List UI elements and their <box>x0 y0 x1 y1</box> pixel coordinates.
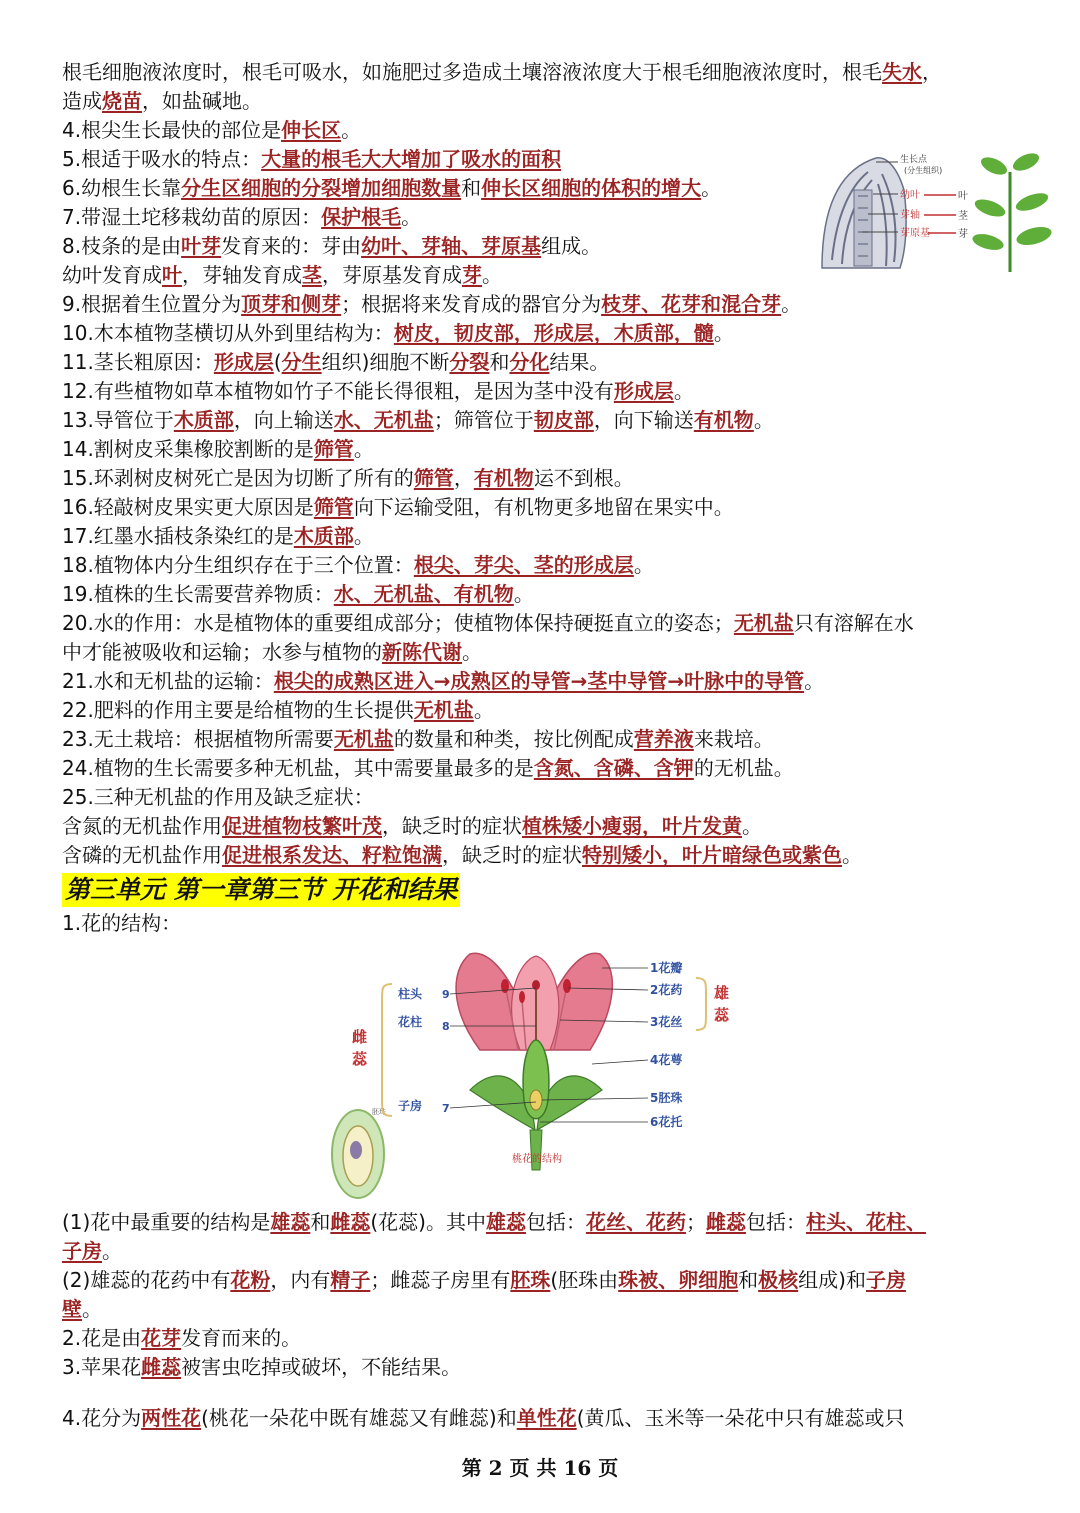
text-segment: 和 <box>310 1210 331 1234</box>
text-segment: 。 <box>462 640 482 664</box>
inset-label: 胚珠 <box>372 1108 386 1116</box>
text-segment: 和 <box>738 1268 759 1292</box>
text-segment: 发育来的：芽由 <box>221 234 362 258</box>
text-segment: 包括： <box>745 1210 806 1234</box>
key-term: 含氮、含磷、含钾 <box>533 756 694 780</box>
text-line <box>62 754 1037 783</box>
text-line <box>62 783 1037 812</box>
result-leaf: 叶 <box>958 191 968 202</box>
text-segment: 中才能被吸收和运输；水参与植物的 <box>62 640 382 664</box>
text-segment: 。 <box>353 437 374 461</box>
text-line <box>62 696 1037 725</box>
key-term: 烧苗 <box>102 89 142 113</box>
key-term: 花丝、花药 <box>585 1210 686 1234</box>
label-receptacle: 6花托 <box>650 1115 683 1129</box>
key-term: 茎 <box>302 263 322 287</box>
key-term: 促进植物枝繁叶茂 <box>222 814 382 838</box>
text-segment: 组成)和 <box>798 1268 866 1292</box>
text-segment: 17.红墨水插枝条染红的是 <box>62 524 294 548</box>
key-term: 枝芽、花芽和混合芽 <box>601 292 782 316</box>
text-line <box>62 725 1037 754</box>
text-segment: 21.水和无机盐的运输： <box>62 669 274 693</box>
key-term: 树皮，韧皮部，形成层，木质部，髓 <box>393 321 714 345</box>
text-segment: 。 <box>401 205 422 229</box>
key-term: 分生 <box>281 350 322 374</box>
text-segment: 。 <box>513 582 534 606</box>
text-segment: ； <box>685 1210 706 1234</box>
label-stigma: 柱头 <box>398 987 423 1001</box>
text-segment: 含氮的无机盐作用 <box>62 814 222 838</box>
num-ovary: 7 <box>442 1102 450 1115</box>
key-term: 木质部 <box>293 524 354 548</box>
key-term: 根尖的成熟区进入→成熟区的导管→茎中导管→叶脉中的导管 <box>273 669 805 693</box>
key-term: 韧皮部 <box>533 408 594 432</box>
text-segment: 1.花的结构： <box>62 911 182 935</box>
text-line <box>62 1266 1037 1295</box>
key-term: 大量的根毛大大增加了吸水的面积 <box>261 147 562 171</box>
text-segment: 。 <box>742 814 762 838</box>
key-term: 有机物 <box>693 408 754 432</box>
text-segment: (胚珠由 <box>550 1268 619 1292</box>
text-segment: 。 <box>341 118 362 142</box>
text-segment: 5.根适于吸水的特点： <box>62 147 262 171</box>
text-line <box>62 87 1037 116</box>
text-segment: ，芽原基发育成 <box>322 263 462 287</box>
text-segment: 6.幼根生长靠 <box>62 176 182 200</box>
text-segment: 结果。 <box>549 350 610 374</box>
text-segment: 。 <box>82 1297 102 1321</box>
text-line <box>62 580 1037 609</box>
key-term: 花粉 <box>230 1268 271 1292</box>
seedling-illustration <box>971 150 1054 272</box>
key-term: 保护根毛 <box>321 205 402 229</box>
section-heading <box>62 870 1037 909</box>
flower-structure-diagram <box>330 940 740 1210</box>
text-segment: 8.枝条的是由 <box>62 234 182 258</box>
text-segment: ；雌蕊子房里有 <box>370 1268 511 1292</box>
text-segment: 和 <box>461 176 482 200</box>
key-term: 形成层 <box>213 350 274 374</box>
text-segment: 。 <box>753 408 774 432</box>
text-segment: 11.茎长粗原因： <box>62 350 214 374</box>
text-segment: 组织)细胞不断 <box>321 350 450 374</box>
pistil-group-char-1: 雌 <box>352 1028 368 1046</box>
text-segment: ，内有 <box>270 1268 331 1292</box>
text-line <box>62 116 1037 145</box>
text-line <box>62 812 1037 841</box>
text-segment: (1)花中最重要的结构是 <box>62 1210 271 1234</box>
text-segment: 。 <box>842 843 862 867</box>
text-line <box>62 290 1037 319</box>
text-line <box>62 377 1037 406</box>
bud-illustration <box>822 158 906 268</box>
key-term: 子房 <box>62 1239 102 1263</box>
key-term: 筛管 <box>313 495 354 519</box>
text-segment: 。 <box>482 263 502 287</box>
text-segment: 24.植物的生长需要多种无机盐，其中需要量最多的是 <box>62 756 534 780</box>
text-line <box>62 551 1037 580</box>
label-bud-primordium: 芽原基 <box>900 228 930 239</box>
text-line <box>62 1208 1037 1237</box>
text-segment: 2.花是由 <box>62 1326 142 1350</box>
key-term: 精子 <box>330 1268 371 1292</box>
key-term: 筛管 <box>313 437 354 461</box>
key-term: 筛管 <box>413 466 454 490</box>
text-line <box>62 1237 1037 1266</box>
text-segment: 被害虫吃掉或破坏，不能结果。 <box>181 1355 462 1379</box>
key-term: 单性花 <box>516 1406 577 1430</box>
key-term: 雌蕊 <box>330 1210 371 1234</box>
text-segment: 16.轻敲树皮果实更大原因是 <box>62 495 314 519</box>
key-term: 子房 <box>865 1268 906 1292</box>
text-segment: 19.植株的生长需要营养物质： <box>62 582 334 606</box>
text-line <box>62 638 1037 667</box>
text-segment: 7.带湿土坨移栽幼苗的原因： <box>62 205 322 229</box>
text-line <box>62 58 1037 87</box>
text-line <box>62 493 1037 522</box>
key-term: 珠被、卵细胞 <box>618 1268 739 1292</box>
key-term: 分化 <box>509 350 550 374</box>
label-growth-point: 生长点 <box>900 155 928 165</box>
key-term: 水、无机盐 <box>333 408 434 432</box>
text-segment: 。 <box>781 292 802 316</box>
key-term: 无机盐 <box>413 698 474 722</box>
result-bud: 芽 <box>958 229 968 240</box>
key-term: 雄蕊 <box>485 1210 526 1234</box>
key-term: 无机盐 <box>733 611 794 635</box>
label-petal: 1花瓣 <box>650 961 683 975</box>
result-stem: 茎 <box>958 211 968 222</box>
text-segment: 只有溶解在水 <box>793 611 914 635</box>
text-block-flower-facts <box>62 1208 1037 1382</box>
text-segment: 25.三种无机盐的作用及缺乏症状： <box>62 785 374 809</box>
text-segment: 幼叶发育成 <box>62 263 162 287</box>
key-term: 花芽 <box>141 1326 182 1350</box>
text-line <box>62 464 1037 493</box>
text-segment: 运不到根。 <box>533 466 634 490</box>
key-term: 分生区细胞的分裂增加细胞数量 <box>181 176 462 200</box>
label-filament: 3花丝 <box>650 1015 683 1029</box>
key-term: 叶 <box>162 263 182 287</box>
text-segment: ，缺乏时的症状 <box>442 843 582 867</box>
text-line <box>62 909 1037 938</box>
text-segment: 14.割树皮采集橡胶割断的是 <box>62 437 314 461</box>
peach-flower-illustration <box>456 953 612 1170</box>
key-term: 雌蕊 <box>141 1355 182 1379</box>
text-segment: 和 <box>489 350 510 374</box>
key-term: 幼叶、芽轴、芽原基 <box>361 234 542 258</box>
text-segment: 。 <box>102 1239 122 1263</box>
label-sepal: 4花萼 <box>650 1053 683 1067</box>
text-line <box>62 1404 1037 1433</box>
text-line <box>62 435 1037 464</box>
text-segment: (黄瓜、玉米等一朵花中只有雄蕊或只 <box>576 1406 905 1430</box>
text-segment: 。 <box>804 669 825 693</box>
text-segment: 组成。 <box>541 234 602 258</box>
text-segment: 来栽培。 <box>693 727 774 751</box>
key-term: 柱头、花柱、 <box>805 1210 926 1234</box>
text-line <box>62 609 1037 638</box>
text-segment: 9.根据着生位置分为 <box>62 292 242 316</box>
key-term: 木质部 <box>173 408 234 432</box>
text-segment: 。 <box>701 176 722 200</box>
text-line <box>62 406 1037 435</box>
text-segment: 含磷的无机盐作用 <box>62 843 222 867</box>
text-segment: ，缺乏时的症状 <box>382 814 522 838</box>
num-stigma: 9 <box>442 988 450 1001</box>
text-segment: ，向上输送 <box>233 408 334 432</box>
text-segment: 15.环剥树皮树死亡是因为切断了所有的 <box>62 466 414 490</box>
label-style: 花柱 <box>398 1015 423 1029</box>
text-segment: 22.肥料的作用主要是给植物的生长提供 <box>62 698 414 722</box>
text-segment: ，如盐碱地。 <box>142 89 262 113</box>
key-term: 植株矮小瘦弱，叶片发黄 <box>522 814 742 838</box>
text-segment: ， <box>453 466 474 490</box>
text-segment: (花蕊)。其中 <box>370 1210 486 1234</box>
key-term: 根尖、芽尖、茎的形成层 <box>413 553 634 577</box>
text-segment: 包括： <box>525 1210 586 1234</box>
text-segment: (2)雄蕊的花药中有 <box>62 1268 231 1292</box>
key-term: 水、无机盐、有机物 <box>333 582 514 606</box>
text-segment: 。 <box>673 379 694 403</box>
text-segment: ，向下输送 <box>593 408 694 432</box>
text-line <box>62 667 1037 696</box>
text-block-flower-intro <box>62 909 1037 938</box>
key-term: 胚珠 <box>510 1268 551 1292</box>
text-segment: 13.导管位于 <box>62 408 174 432</box>
text-segment: 18.植物体内分生组织存在于三个位置： <box>62 553 414 577</box>
ovule-inset-illustration <box>332 1107 386 1198</box>
diagram-caption: 桃花的结构 <box>512 1154 562 1165</box>
key-term: 特别矮小，叶片暗绿色或紫色 <box>582 843 842 867</box>
section-heading-text: 第三单元 第一章第三节 开花和结果 <box>62 873 460 907</box>
text-segment: ，芽轴发育成 <box>182 263 302 287</box>
key-term: 营养液 <box>633 727 694 751</box>
text-segment: 4.根尖生长最快的部位是 <box>62 118 282 142</box>
label-young-leaf: 幼叶 <box>900 190 920 201</box>
text-segment: 20.水的作用：水是植物体的重要组成部分；使植物体保持硬挺直立的姿态； <box>62 611 734 635</box>
num-style: 8 <box>442 1020 450 1033</box>
key-term: 分裂 <box>449 350 490 374</box>
key-term: 形成层 <box>613 379 674 403</box>
text-line <box>62 1324 1037 1353</box>
text-segment: (桃花一朵花中既有雄蕊又有雌蕊)和 <box>201 1406 517 1430</box>
label-meristem: (分生组织) <box>904 166 943 175</box>
text-line <box>62 522 1037 551</box>
text-segment: ；筛管位于 <box>433 408 534 432</box>
page-footer: 第 2 页 共 16 页 <box>461 1456 619 1480</box>
blank-line <box>62 1382 1037 1404</box>
text-segment: 发育而来的。 <box>181 1326 302 1350</box>
text-line <box>62 319 1037 348</box>
key-term: 伸长区 <box>281 118 342 142</box>
key-term: 有机物 <box>473 466 534 490</box>
text-segment: 。 <box>633 553 654 577</box>
text-segment: 。 <box>353 524 374 548</box>
text-segment: 向下运输受阻，有机物更多地留在果实中。 <box>353 495 734 519</box>
text-segment: 。 <box>713 321 734 345</box>
text-segment: ( <box>273 350 282 374</box>
text-segment: 造成 <box>62 89 102 113</box>
key-term: 新陈代谢 <box>382 640 462 664</box>
key-term: 壁 <box>62 1297 82 1321</box>
text-block-flower-types <box>62 1404 1037 1433</box>
key-term: 伸长区细胞的体积的增大 <box>481 176 702 200</box>
text-segment: 12.有些植物如草本植物如竹子不能长得很粗，是因为茎中没有 <box>62 379 614 403</box>
key-term: 雌蕊 <box>705 1210 746 1234</box>
pistil-group-char-2: 蕊 <box>352 1050 368 1068</box>
key-term: 极核 <box>758 1268 799 1292</box>
label-ovary: 子房 <box>398 1099 423 1113</box>
key-term: 无机盐 <box>333 727 394 751</box>
text-segment: 的无机盐。 <box>693 756 794 780</box>
key-term: 叶芽 <box>181 234 222 258</box>
key-term: 顶芽和侧芽 <box>241 292 342 316</box>
text-segment: 10.木本植物茎横切从外到里结构为： <box>62 321 394 345</box>
stamen-group-char-2: 蕊 <box>714 1006 730 1024</box>
text-segment: 23.无土栽培：根据植物所需要 <box>62 727 334 751</box>
text-segment: 4.花分为 <box>62 1406 142 1430</box>
text-segment: 。 <box>473 698 494 722</box>
text-line <box>62 348 1037 377</box>
label-bud-axis: 芽轴 <box>900 210 920 221</box>
text-line <box>62 1295 1037 1324</box>
key-term: 两性花 <box>141 1406 202 1430</box>
key-term: 芽 <box>462 263 482 287</box>
stamen-group-char-1: 雄 <box>714 984 730 1002</box>
text-line <box>62 1353 1037 1382</box>
key-term: 促进根系发达、籽粒饱满 <box>222 843 442 867</box>
text-line <box>62 841 1037 870</box>
text-segment: 3.苹果花 <box>62 1355 142 1379</box>
label-anther: 2花药 <box>650 983 683 997</box>
text-segment: ， <box>922 60 942 84</box>
bud-structure-diagram <box>818 150 1056 278</box>
text-segment: 的数量和种类，按比例配成 <box>393 727 634 751</box>
key-term: 雄蕊 <box>270 1210 311 1234</box>
label-ovule: 5胚珠 <box>650 1091 683 1105</box>
text-segment: ；根据将来发育成的器官分为 <box>341 292 602 316</box>
key-term: 失水 <box>882 60 922 84</box>
text-segment: 根毛细胞液浓度时，根毛可吸水，如施肥过多造成土壤溶液浓度大于根毛细胞液浓度时，根毛 <box>62 60 882 84</box>
